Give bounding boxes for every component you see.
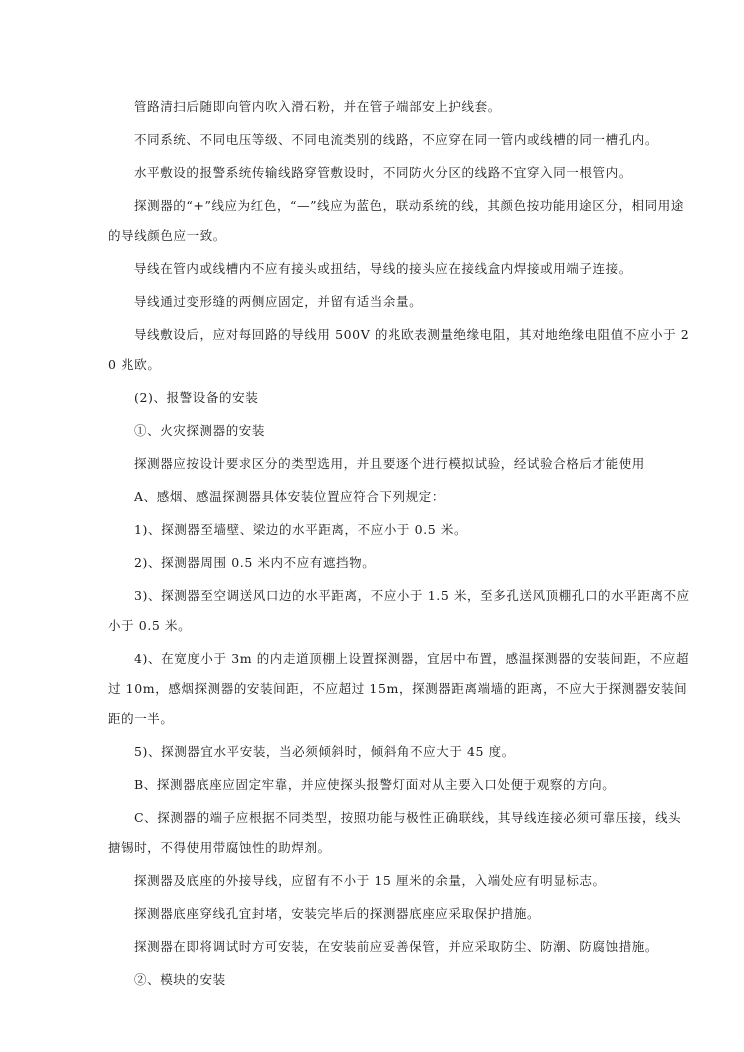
paragraph: 管路清扫后随即向管内吹入滑石粉，并在管子端部安上护线套。	[134, 99, 501, 114]
paragraph: 导线敷设后，应对每回路的导线用 500V 的兆欧表测量绝缘电阻，其对地绝缘电阻值不应小于 20 兆欧。	[108, 327, 690, 372]
list-item: 5)、探测器宜水平安装，当必须倾斜时，倾斜角不应大于 45 度。	[134, 744, 515, 759]
paragraph: 不同系统、不同电压等级、不同电流类别的线路，不应穿在同一管内或线槽的同一槽孔内。	[134, 132, 659, 147]
paragraph: 探测器的“+”线应为红色，“—”线应为蓝色，联动系统的线，其颜色按功能用途区分，相同用途的导线颜色应一致。	[108, 198, 684, 243]
list-item: 4)、在宽度小于 3m 的内走道顶棚上设置探测器，宜居中布置，感温探测器的安装间距，不应超过 10m，感烟探测器的安装间距，不应超过 15m，探测器距离端墙的距离，不应大于探测器安装间距的一半。	[108, 651, 690, 726]
document-body	[108, 92, 693, 998]
subsection-heading: ②、模块的安装	[134, 972, 226, 987]
paragraph: 水平敷设的报警系统传输线路穿管敷设时，不同防火分区的线路不宜穿入同一根管内。	[134, 165, 632, 180]
section-heading: (2)、报警设备的安装	[134, 390, 259, 405]
list-item: 2)、探测器周围 0.5 米内不应有遮挡物。	[134, 555, 376, 570]
list-item: 1)、探测器至墙壁、梁边的水平距离，不应小于 0.5 米。	[134, 522, 468, 537]
paragraph: 探测器及底座的外接导线，应留有不小于 15 厘米的余量，入端处应有明显标志。	[134, 873, 606, 888]
paragraph: 导线通过变形缝的两侧应固定，并留有适当余量。	[134, 294, 423, 309]
subsection-heading: ①、火灾探测器的安装	[134, 423, 266, 438]
paragraph: C、探测器的端子应根据不同类型，按照功能与极性正确联线，其导线连接必须可靠压接，线头搪锡时，不得使用带腐蚀性的助焊剂。	[108, 810, 682, 855]
paragraph: A、感烟、感温探测器具体安装位置应符合下列规定：	[134, 489, 445, 504]
paragraph: 探测器底座穿线孔宜封堵，安装完毕后的探测器底座应采取保护措施。	[134, 906, 541, 921]
list-item: 3)、探测器至空调送风口边的水平距离，不应小于 1.5 米，至多孔送风顶棚孔口的水平距离不应小于 0.5 米。	[108, 588, 690, 633]
paragraph: 导线在管内或线槽内不应有接头或扭结，导线的接头应在接线盒内焊接或用端子连接。	[134, 261, 632, 276]
paragraph: 探测器应按设计要求区分的类型选用，并且要逐个进行模拟试验，经试验合格后才能使用	[134, 456, 645, 471]
paragraph: 探测器在即将调试时方可安装，在安装前应妥善保管，并应采取防尘、防潮、防腐蚀措施。	[134, 939, 659, 954]
paragraph: B、探测器底座应固定牢靠，并应使探头报警灯面对从主要入口处便于观察的方向。	[134, 777, 616, 792]
